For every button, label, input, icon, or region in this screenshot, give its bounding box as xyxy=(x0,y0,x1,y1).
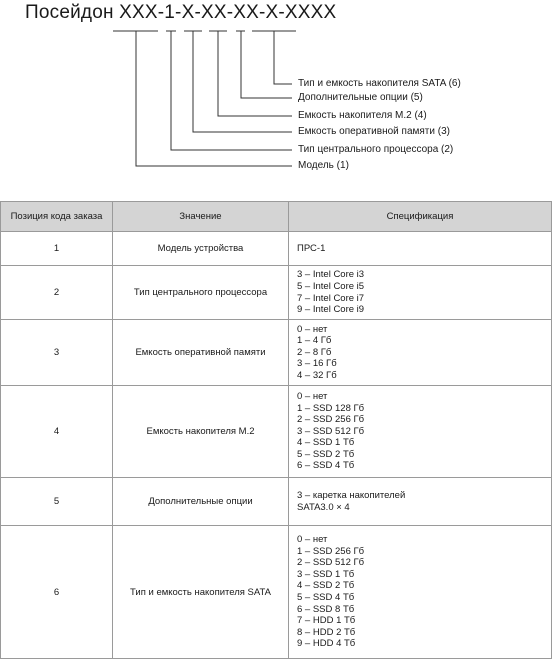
table-row xyxy=(1,266,552,320)
table-row xyxy=(1,232,552,266)
cell-spec xyxy=(289,266,552,320)
cell-spec xyxy=(289,526,552,659)
spec-line: 7 – HDD 1 Тб xyxy=(297,615,356,627)
spec-line: 1 – 4 Гб xyxy=(297,335,332,347)
spec-line: 2 – SSD 512 Гб xyxy=(297,557,365,569)
spec-line: 3 – SSD 1 Тб xyxy=(297,568,355,580)
order-code-table xyxy=(0,201,552,659)
cell-spec xyxy=(289,320,552,386)
leader-line-6 xyxy=(274,31,292,84)
table-header-row xyxy=(1,202,552,232)
table-row xyxy=(1,320,552,386)
cell-position: 5 xyxy=(1,478,113,526)
spec-line: 3 – SSD 512 Гб xyxy=(297,425,365,437)
cell-position: 2 xyxy=(1,266,113,320)
cell-spec xyxy=(289,232,552,266)
code-breakdown-diagram xyxy=(0,0,552,200)
cell-position: 4 xyxy=(1,386,113,478)
spec-line: 9 – Intel Core i9 xyxy=(297,304,365,316)
spec-line: 6 – SSD 4 Тб xyxy=(297,460,355,472)
spec-line: 0 – нет xyxy=(297,390,328,402)
spec-line: 1 – SSD 128 Гб xyxy=(297,402,365,414)
spec-line: 0 – нет xyxy=(297,323,328,335)
legend-item-4: Емкость накопителя М.2 (4) xyxy=(298,110,427,121)
cell-spec xyxy=(289,478,552,526)
legend-item-6: Тип и емкость накопителя SATA (6) xyxy=(298,78,461,89)
legend-item-1: Модель (1) xyxy=(298,160,349,171)
spec-line: 2 – SSD 256 Гб xyxy=(297,414,365,426)
legend-item-5: Дополнительные опции (5) xyxy=(298,92,423,103)
spec-line: 5 – SSD 2 Тб xyxy=(297,448,355,460)
spec-line: 3 – Intel Core i3 xyxy=(297,269,365,281)
spec-line: 4 – 32 Гб xyxy=(297,369,337,381)
cell-value: Тип центрального процессора xyxy=(113,266,289,320)
cell-position: 6 xyxy=(1,526,113,659)
cell-spec xyxy=(289,386,552,478)
cell-value: Тип и емкость накопителя SATA xyxy=(113,526,289,659)
spec-line: 3 – 16 Гб xyxy=(297,358,337,370)
model-code-title: Посейдон ХХХ-1-Х-ХХ-ХХ-Х-ХХХХ xyxy=(25,2,337,23)
legend-item-2: Тип центрального процессора (2) xyxy=(298,144,454,155)
spec-line: 4 – SSD 1 Тб xyxy=(297,437,355,449)
table-row xyxy=(1,386,552,478)
spec-line: 6 – SSD 8 Тб xyxy=(297,603,355,615)
spec-line: 8 – HDD 2 Тб xyxy=(297,626,356,638)
cell-value: Модель устройства xyxy=(113,232,289,266)
table-row xyxy=(1,478,552,526)
spec-line: 0 – нет xyxy=(297,534,328,546)
cell-value: Емкость оперативной памяти xyxy=(113,320,289,386)
header-position: Позиция кода заказа xyxy=(1,202,113,232)
cell-value: Емкость накопителя М.2 xyxy=(113,386,289,478)
spec-line: 5 – SSD 4 Тб xyxy=(297,592,355,603)
spec-line: 1 – SSD 256 Гб xyxy=(297,545,365,557)
table-row xyxy=(1,526,552,659)
spec-line: 9 – HDD 4 Тб xyxy=(297,638,356,650)
cell-position: 1 xyxy=(1,232,113,266)
header-spec: Спецификация xyxy=(289,202,552,232)
cell-position: 3 xyxy=(1,320,113,386)
spec-line: ПРС-1 xyxy=(297,242,326,254)
leader-line-3 xyxy=(193,31,292,132)
cell-value: Дополнительные опции xyxy=(113,478,289,526)
header-value: Значение xyxy=(113,202,289,232)
leader-line-4 xyxy=(218,31,292,116)
spec-line: 5 – Intel Core i5 xyxy=(297,280,365,292)
spec-line: 7 – Intel Core i7 xyxy=(297,292,365,304)
legend-item-3: Емкость оперативной памяти (3) xyxy=(298,126,450,137)
spec-line: SATA3.0 × 4 xyxy=(297,501,350,513)
spec-line: 4 – SSD 2 Тб xyxy=(297,580,355,592)
spec-line: 3 – каретка накопителей xyxy=(297,489,406,501)
spec-line: 2 – 8 Гб xyxy=(297,346,332,358)
leader-line-5 xyxy=(241,31,292,98)
